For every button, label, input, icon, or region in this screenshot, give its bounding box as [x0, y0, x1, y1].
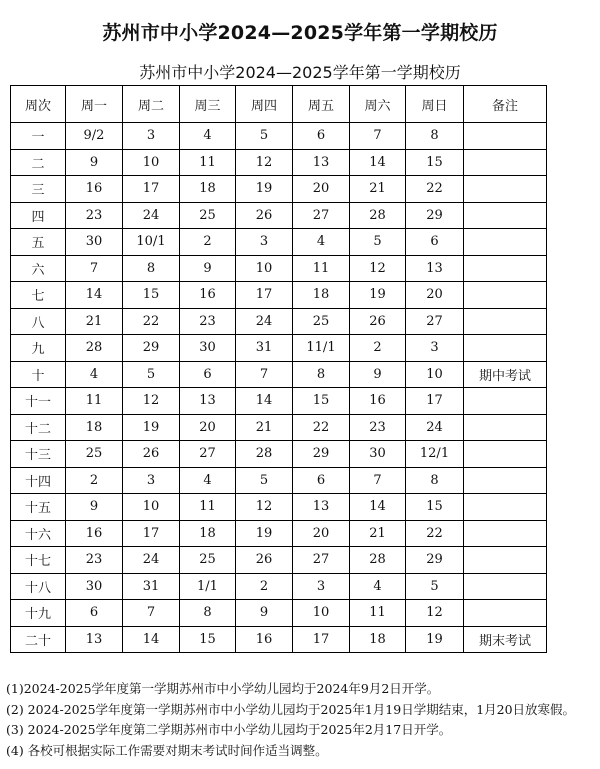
table-row: [11, 123, 547, 150]
note-cell: [464, 600, 547, 627]
day-cell: 30: [180, 335, 236, 362]
day-cell: 23: [66, 202, 123, 229]
day-cell: 11: [293, 255, 350, 282]
day-cell: 8: [293, 361, 350, 388]
table-row: [11, 255, 547, 282]
day-cell: 20: [180, 414, 236, 441]
week-cell: 八: [11, 308, 66, 335]
table-row: [11, 626, 547, 653]
day-cell: 16: [236, 626, 293, 653]
day-cell: 12: [236, 494, 293, 521]
day-cell: 26: [236, 547, 293, 574]
day-cell: 25: [180, 547, 236, 574]
day-cell: 28: [350, 202, 406, 229]
note-line: (4) 各校可根据实际工作需要对期末考试时间作适当调整。: [6, 742, 328, 758]
day-cell: 14: [123, 626, 180, 653]
day-cell: 11/1: [293, 335, 350, 362]
note-line: (3) 2024-2025学年度第二学期苏州市中小学幼儿园均于2025年2月17日开学。: [6, 722, 452, 737]
day-cell: 24: [123, 202, 180, 229]
day-cell: 7: [236, 361, 293, 388]
day-cell: 10/1: [123, 229, 180, 256]
week-cell: 十一: [11, 388, 66, 415]
day-cell: 6: [406, 229, 464, 256]
note-cell: [464, 149, 547, 176]
day-cell: 16: [66, 176, 123, 203]
page-title: 苏州市中小学2024—2025学年第一学期校历: [102, 22, 498, 44]
day-cell: 18: [350, 626, 406, 653]
day-cell: 3: [123, 467, 180, 494]
day-cell: 22: [406, 520, 464, 547]
day-cell: 15: [123, 282, 180, 309]
day-cell: 5: [236, 467, 293, 494]
day-cell: 21: [236, 414, 293, 441]
day-cell: 22: [123, 308, 180, 335]
day-cell: 2: [66, 467, 123, 494]
day-cell: 28: [66, 335, 123, 362]
day-cell: 6: [66, 600, 123, 627]
column-header: 周一: [66, 86, 123, 123]
day-cell: 30: [66, 573, 123, 600]
day-cell: 28: [350, 547, 406, 574]
day-cell: 10: [123, 149, 180, 176]
note-cell: [464, 494, 547, 521]
week-cell: 二十: [11, 626, 66, 653]
table-row: [11, 494, 547, 521]
day-cell: 2: [180, 229, 236, 256]
day-cell: 1/1: [180, 573, 236, 600]
table-row: [11, 388, 547, 415]
day-cell: 16: [66, 520, 123, 547]
day-cell: 30: [66, 229, 123, 256]
day-cell: 27: [180, 441, 236, 468]
day-cell: 14: [350, 149, 406, 176]
day-cell: 26: [236, 202, 293, 229]
day-cell: 17: [406, 388, 464, 415]
day-cell: 23: [66, 547, 123, 574]
week-cell: 三: [11, 176, 66, 203]
note-cell: [464, 176, 547, 203]
day-cell: 13: [293, 494, 350, 521]
day-cell: 9/2: [66, 123, 123, 150]
table-row: [11, 308, 547, 335]
day-cell: 29: [123, 335, 180, 362]
day-cell: 2: [350, 335, 406, 362]
day-cell: 4: [180, 123, 236, 150]
table-row: [11, 573, 547, 600]
note-cell: [464, 388, 547, 415]
day-cell: 3: [406, 335, 464, 362]
table-header-row: [11, 86, 547, 123]
day-cell: 15: [406, 494, 464, 521]
day-cell: 3: [236, 229, 293, 256]
week-cell: 一: [11, 123, 66, 150]
day-cell: 3: [123, 123, 180, 150]
day-cell: 21: [66, 308, 123, 335]
day-cell: 14: [66, 282, 123, 309]
table-row: [11, 229, 547, 256]
day-cell: 22: [293, 414, 350, 441]
day-cell: 21: [350, 176, 406, 203]
day-cell: 24: [236, 308, 293, 335]
day-cell: 6: [180, 361, 236, 388]
day-cell: 19: [123, 414, 180, 441]
column-header: 周次: [11, 86, 66, 123]
day-cell: 9: [66, 494, 123, 521]
day-cell: 13: [406, 255, 464, 282]
school-calendar-table: [10, 85, 547, 653]
day-cell: 15: [180, 626, 236, 653]
week-cell: 十八: [11, 573, 66, 600]
column-header: 周三: [180, 86, 236, 123]
table-row: [11, 441, 547, 468]
week-cell: 十九: [11, 600, 66, 627]
week-cell: 十二: [11, 414, 66, 441]
day-cell: 19: [350, 282, 406, 309]
column-header: 周二: [123, 86, 180, 123]
week-cell: 十六: [11, 520, 66, 547]
table-row: [11, 335, 547, 362]
column-header: 备注: [464, 86, 547, 123]
day-cell: 11: [180, 494, 236, 521]
day-cell: 17: [123, 176, 180, 203]
note-cell: [464, 467, 547, 494]
day-cell: 5: [350, 229, 406, 256]
day-cell: 8: [406, 123, 464, 150]
table-row: [11, 176, 547, 203]
note-cell: [464, 414, 547, 441]
day-cell: 18: [180, 520, 236, 547]
day-cell: 17: [123, 520, 180, 547]
table-row: [11, 467, 547, 494]
day-cell: 4: [293, 229, 350, 256]
day-cell: 5: [406, 573, 464, 600]
day-cell: 7: [350, 123, 406, 150]
day-cell: 7: [66, 255, 123, 282]
day-cell: 7: [350, 467, 406, 494]
day-cell: 27: [406, 308, 464, 335]
column-header: 周五: [293, 86, 350, 123]
day-cell: 12: [123, 388, 180, 415]
day-cell: 11: [350, 600, 406, 627]
day-cell: 6: [293, 123, 350, 150]
day-cell: 31: [236, 335, 293, 362]
day-cell: 3: [293, 573, 350, 600]
day-cell: 23: [350, 414, 406, 441]
day-cell: 9: [180, 255, 236, 282]
week-cell: 十七: [11, 547, 66, 574]
day-cell: 7: [123, 600, 180, 627]
day-cell: 4: [180, 467, 236, 494]
day-cell: 15: [406, 149, 464, 176]
week-cell: 六: [11, 255, 66, 282]
note-cell: [464, 229, 547, 256]
note-cell: 期末考试: [464, 626, 547, 653]
note-line: (1)2024-2025学年度第一学期苏州市中小学幼儿园均于2024年9月2日开学。: [6, 681, 440, 696]
day-cell: 9: [350, 361, 406, 388]
week-cell: 七: [11, 282, 66, 309]
day-cell: 27: [293, 202, 350, 229]
day-cell: 9: [236, 600, 293, 627]
day-cell: 10: [293, 600, 350, 627]
table-row: [11, 282, 547, 309]
day-cell: 20: [406, 282, 464, 309]
day-cell: 14: [236, 388, 293, 415]
day-cell: 4: [66, 361, 123, 388]
notes-section: [6, 679, 600, 761]
day-cell: 23: [180, 308, 236, 335]
table-row: [11, 361, 547, 388]
week-cell: 十三: [11, 441, 66, 468]
day-cell: 10: [123, 494, 180, 521]
day-cell: 12: [406, 600, 464, 627]
note-cell: [464, 282, 547, 309]
note-cell: [464, 123, 547, 150]
day-cell: 17: [236, 282, 293, 309]
day-cell: 29: [406, 547, 464, 574]
day-cell: 12: [236, 149, 293, 176]
week-cell: 十: [11, 361, 66, 388]
day-cell: 8: [123, 255, 180, 282]
day-cell: 26: [123, 441, 180, 468]
week-cell: 十四: [11, 467, 66, 494]
day-cell: 25: [293, 308, 350, 335]
week-cell: 九: [11, 335, 66, 362]
note-cell: [464, 441, 547, 468]
day-cell: 20: [293, 176, 350, 203]
day-cell: 24: [406, 414, 464, 441]
day-cell: 9: [66, 149, 123, 176]
day-cell: 21: [350, 520, 406, 547]
note-cell: [464, 520, 547, 547]
day-cell: 18: [293, 282, 350, 309]
day-cell: 18: [66, 414, 123, 441]
day-cell: 10: [236, 255, 293, 282]
table-row: [11, 547, 547, 574]
day-cell: 24: [123, 547, 180, 574]
day-cell: 16: [180, 282, 236, 309]
week-cell: 四: [11, 202, 66, 229]
note-cell: 期中考试: [464, 361, 547, 388]
day-cell: 4: [350, 573, 406, 600]
day-cell: 8: [406, 467, 464, 494]
note-cell: [464, 573, 547, 600]
day-cell: 28: [236, 441, 293, 468]
week-cell: 十五: [11, 494, 66, 521]
day-cell: 5: [236, 123, 293, 150]
table-row: [11, 202, 547, 229]
day-cell: 19: [236, 520, 293, 547]
table-body: [11, 123, 547, 653]
day-cell: 19: [406, 626, 464, 653]
week-cell: 五: [11, 229, 66, 256]
day-cell: 15: [293, 388, 350, 415]
day-cell: 30: [350, 441, 406, 468]
note-cell: [464, 202, 547, 229]
column-header: 周日: [406, 86, 464, 123]
note-cell: [464, 308, 547, 335]
day-cell: 17: [293, 626, 350, 653]
week-cell: 二: [11, 149, 66, 176]
day-cell: 29: [406, 202, 464, 229]
day-cell: 29: [293, 441, 350, 468]
note-cell: [464, 335, 547, 362]
day-cell: 5: [123, 361, 180, 388]
day-cell: 25: [180, 202, 236, 229]
day-cell: 22: [406, 176, 464, 203]
table-row: [11, 520, 547, 547]
column-header: 周四: [236, 86, 293, 123]
day-cell: 13: [180, 388, 236, 415]
day-cell: 26: [350, 308, 406, 335]
day-cell: 25: [66, 441, 123, 468]
note-cell: [464, 547, 547, 574]
table-row: [11, 414, 547, 441]
day-cell: 8: [180, 600, 236, 627]
day-cell: 11: [180, 149, 236, 176]
day-cell: 6: [293, 467, 350, 494]
table-row: [11, 600, 547, 627]
day-cell: 11: [66, 388, 123, 415]
day-cell: 16: [350, 388, 406, 415]
day-cell: 10: [406, 361, 464, 388]
day-cell: 20: [293, 520, 350, 547]
column-header: 周六: [350, 86, 406, 123]
note-line: (2) 2024-2025学年度第一学期苏州市中小学幼儿园均于2025年1月19日学期结束，1月20日放寒假。: [6, 701, 576, 717]
day-cell: 12: [350, 255, 406, 282]
day-cell: 14: [350, 494, 406, 521]
day-cell: 19: [236, 176, 293, 203]
day-cell: 27: [293, 547, 350, 574]
day-cell: 31: [123, 573, 180, 600]
day-cell: 13: [66, 626, 123, 653]
day-cell: 18: [180, 176, 236, 203]
table-row: [11, 149, 547, 176]
note-cell: [464, 255, 547, 282]
day-cell: 2: [236, 573, 293, 600]
day-cell: 12/1: [406, 441, 464, 468]
table-title: 苏州市中小学2024—2025学年第一学期校历: [139, 63, 461, 82]
day-cell: 13: [293, 149, 350, 176]
